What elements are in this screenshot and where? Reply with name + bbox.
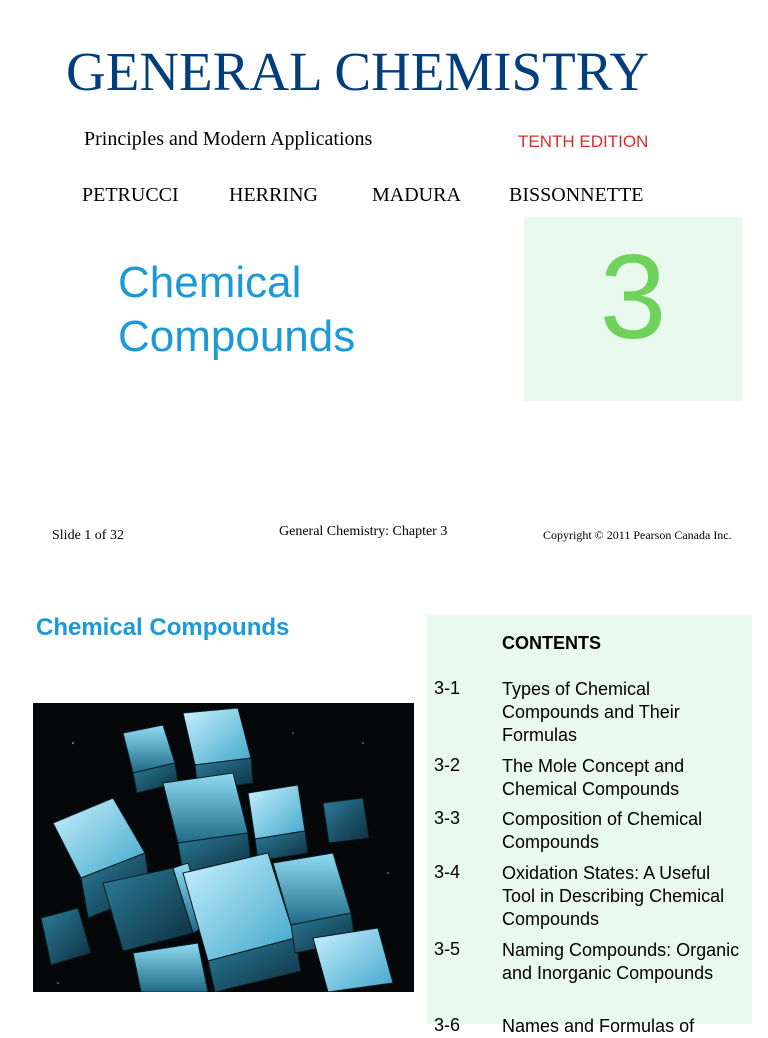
- toc-item-text: Composition of Chemical Compounds: [502, 809, 703, 852]
- toc-item-text: Naming Compounds: Organic and Inorganic Compounds: [502, 940, 740, 983]
- author-bissonnette: BISSONNETTE: [509, 184, 644, 206]
- toc-number: 3-5: [434, 939, 461, 959]
- chapter-number-box: [524, 217, 742, 401]
- toc-item-text: The Mole Concept and Chemical Compounds: [502, 756, 685, 799]
- toc-item-text: Oxidation States: A Useful Tool in Describing Chemical Compounds: [502, 863, 725, 929]
- slide-number: Slide 1 of 32: [52, 528, 124, 543]
- toc-number: 3-3: [434, 808, 461, 828]
- slide2-title: Chemical Compounds: [36, 614, 290, 641]
- toc-number: 3-4: [434, 862, 461, 882]
- footer-chapter: General Chemistry: Chapter 3: [279, 524, 448, 539]
- toc-number: 3-1: [434, 678, 461, 698]
- edition-label: TENTH EDITION: [518, 132, 649, 151]
- toc-number: 3-2: [434, 755, 461, 775]
- toc-number: 3-6: [434, 1015, 461, 1035]
- crystal-image: [33, 703, 414, 992]
- book-title: GENERAL CHEMISTRY: [66, 41, 650, 102]
- crystal-cubes-illustration: [33, 703, 414, 992]
- chapter-number: 3: [599, 230, 667, 364]
- toc-item-text: Names and Formulas of: [502, 1016, 695, 1036]
- book-subtitle: Principles and Modern Applications: [84, 128, 373, 150]
- author-madura: MADURA: [372, 184, 461, 206]
- toc-item-text: Types of Chemical Compounds and Their Formulas: [502, 679, 680, 745]
- chapter-title-line2: Compounds: [118, 312, 356, 361]
- chapter-title: [118, 256, 355, 364]
- contents-heading: CONTENTS: [502, 633, 601, 653]
- author-petrucci: PETRUCCI: [82, 184, 179, 206]
- chapter-title-line1: Chemical: [118, 258, 302, 307]
- footer-copyright: Copyright © 2011 Pearson Canada Inc.: [543, 528, 732, 542]
- author-herring: HERRING: [229, 184, 318, 206]
